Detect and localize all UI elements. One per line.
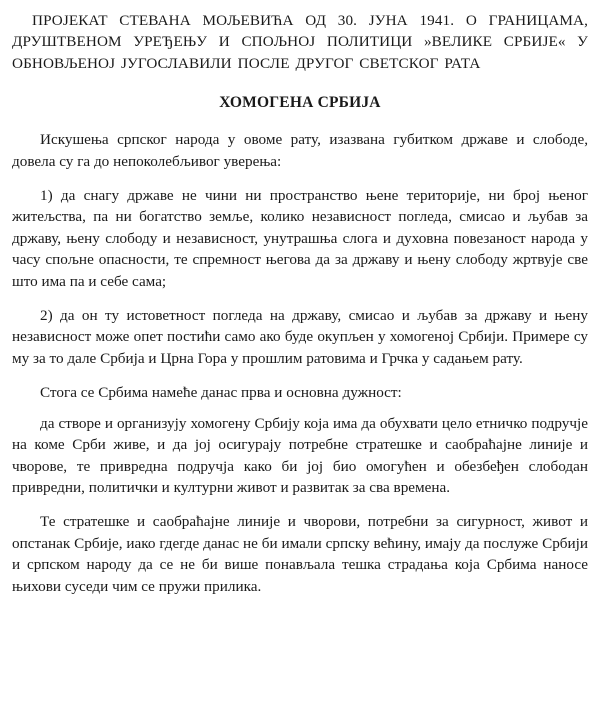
paragraph-duty: Стога се Србима намеће данас прва и основна дужност: <box>40 384 402 402</box>
paragraph-homogeneous-serbia: да створе и организују хомогену Србију која има да обухвати цело етничко подручје на коме Срби живе, и да јој осигурају потребне стратешке и саобраћајне линије и чворове, те привредна подручја како би јој био омогућен и обезбеђен слободан привредни, политички и културни живот и развитак за сва времена. <box>12 414 588 496</box>
paragraph-intro: Искушења српског народа у овоме рату, изазвана губитком државе и слободе, довела су га до непоколебљивог уверења: <box>12 131 588 170</box>
paragraph-point-2: 2) да он ту истоветност погледа на државу, смисао и љубав за државу и њену независност може опет постићи само ако буде окупљен у хомогеној Србији. Примере су му за то дале Србија и Црна Гора у прошлим ратовима и Грчка у садањем рату. <box>12 307 588 367</box>
paragraph-strategic-lines: Те стратешке и саобраћајне линије и чворови, потребни за сигурност, живот и опстанак Србије, иако гдегде данас не би имали српску већину, имају да послуже Србији и српском народу да се не би више понављала тешка страдања која Србима наносе њихови суседи чим се пружи прилика. <box>12 513 588 595</box>
paragraph-point-1: 1) да снагу државе не чини ни пространство њене територије, ни број њеног житељства, па ни богатство земље, колико независност погледа, смисао и љубав за државу, њену слободу и независност, унутрашња слога и духовна повезаност народа у часу спољне опасности, те спремност његова да за државу и њену слободу жртвује све што има па и себе сама; <box>12 187 588 290</box>
document-title: ПРОЈЕКАТ СТЕВАНА МОЉЕВИЋА ОД 30. ЈУНА 1941. О ГРАНИЦАМА, ДРУШТВЕНОМ УРЕЂЕЊУ И СПОЉНОЈ ПОЛИТИЦИ »ВЕЛИКЕ СРБИЈЕ« У ОБНОВЉЕНОЈ ЈУГОСЛАВИЛИ ПОСЛЕ ДРУГОГ СВЕТСКОГ РАТА <box>12 12 588 72</box>
document-subtitle: ХОМОГЕНА СРБИЈА <box>219 94 381 112</box>
document-page <box>12 10 588 610</box>
